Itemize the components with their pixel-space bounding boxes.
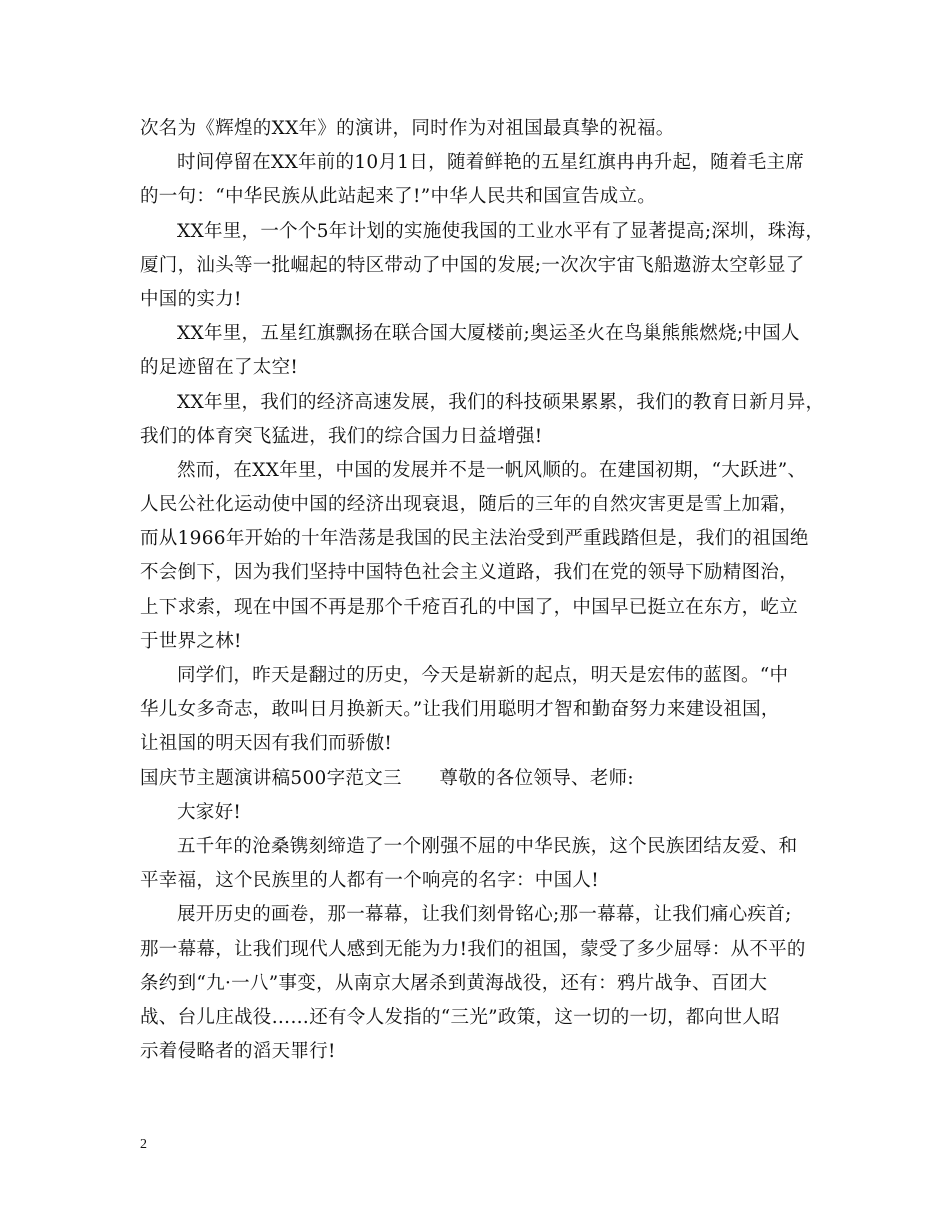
text-line: 的足迹留在了太空!	[140, 357, 299, 379]
text-line: XX年里，五星红旗飘扬在联合国大厦楼前;奥运圣火在鸟巢熊熊燃烧;中国人	[177, 323, 800, 345]
text-line: 中国的实力!	[140, 288, 242, 310]
text-line: 时间停留在XX年前的10月1日，随着鲜艳的五星红旗冉冉升起，随着毛主席	[177, 152, 805, 174]
text-line: 大家好!	[177, 801, 242, 823]
text-line: 国庆节主题演讲稿500字范文三 尊敬的各位领导、老师:	[140, 767, 634, 789]
text-line: 让祖国的明天因有我们而骄傲!	[140, 733, 393, 755]
text-line: XX年里，一个个5年计划的实施使我国的工业水平有了显著提高;深圳，珠海，	[177, 220, 825, 242]
text-line: 厦门，汕头等一批崛起的特区带动了中国的发展;一次次宇宙飞船遨游太空彰显了	[140, 254, 805, 276]
text-line: 于世界之林!	[140, 630, 242, 652]
text-line: 然而，在XX年里，中国的发展并不是一帆风顺的。在建国初期，“大跃进”、	[177, 459, 807, 481]
text-line: 展开历史的画卷，那一幕幕，让我们刻骨铭心;那一幕幕，让我们痛心疾首;	[177, 904, 792, 926]
text-line: 平幸福，这个民族里的人都有一个响亮的名字：中国人!	[140, 870, 599, 892]
text-line: 战、台儿庄战役……还有令人发指的“三光”政策，这一切的一切，都向世人昭	[140, 1006, 780, 1028]
text-line: 上下求索，现在中国不再是那个千疮百孔的中国了，中国早已挺立在东方，屹立	[140, 596, 799, 618]
text-line: 的一句：“中华民族从此站起来了!”中华人民共和国宣告成立。	[140, 186, 657, 208]
text-line: 示着侵略者的滔天罪行!	[140, 1041, 336, 1063]
text-line: 而从1966年开始的十年浩荡是我国的民主法治受到严重践踏但是，我们的祖国绝	[140, 528, 809, 550]
text-line: 我们的体育突飞猛进，我们的综合国力日益增强!	[140, 425, 543, 447]
text-line: 华儿女多奇志，敢叫日月换新天。”让我们用聪明才智和勤奋努力来建设祖国，	[140, 699, 780, 721]
text-line: 五千年的沧桑镌刻缔造了一个刚强不屈的中华民族，这个民族团结友爱、和	[177, 835, 798, 857]
text-line: 那一幕幕，让我们现代人感到无能为力!我们的祖国，蒙受了多少屈辱：从不平的	[140, 938, 806, 960]
body-text	[140, 112, 825, 1069]
text-line: 条约到“九·一八”事变，从南京大屠杀到黄海战役，还有：鸦片战争、百团大	[140, 972, 768, 994]
text-line: 不会倒下，因为我们坚持中国特色社会主义道路，我们在党的领导下励精图治，	[140, 562, 799, 584]
text-line: XX年里，我们的经济高速发展，我们的科技硕果累累，我们的教育日新月异，	[177, 391, 825, 413]
page-number: 2	[140, 1137, 147, 1152]
text-line: 人民公社化运动使中国的经济出现衰退，随后的三年的自然灾害更是雪上加霜，	[140, 494, 799, 516]
text-line: 次名为《辉煌的XX年》的演讲，同时作为对祖国最真挚的祝福。	[140, 118, 675, 139]
text-line: 同学们，昨天是翻过的历史，今天是崭新的起点，明天是宏伟的蓝图。“中	[177, 665, 789, 686]
